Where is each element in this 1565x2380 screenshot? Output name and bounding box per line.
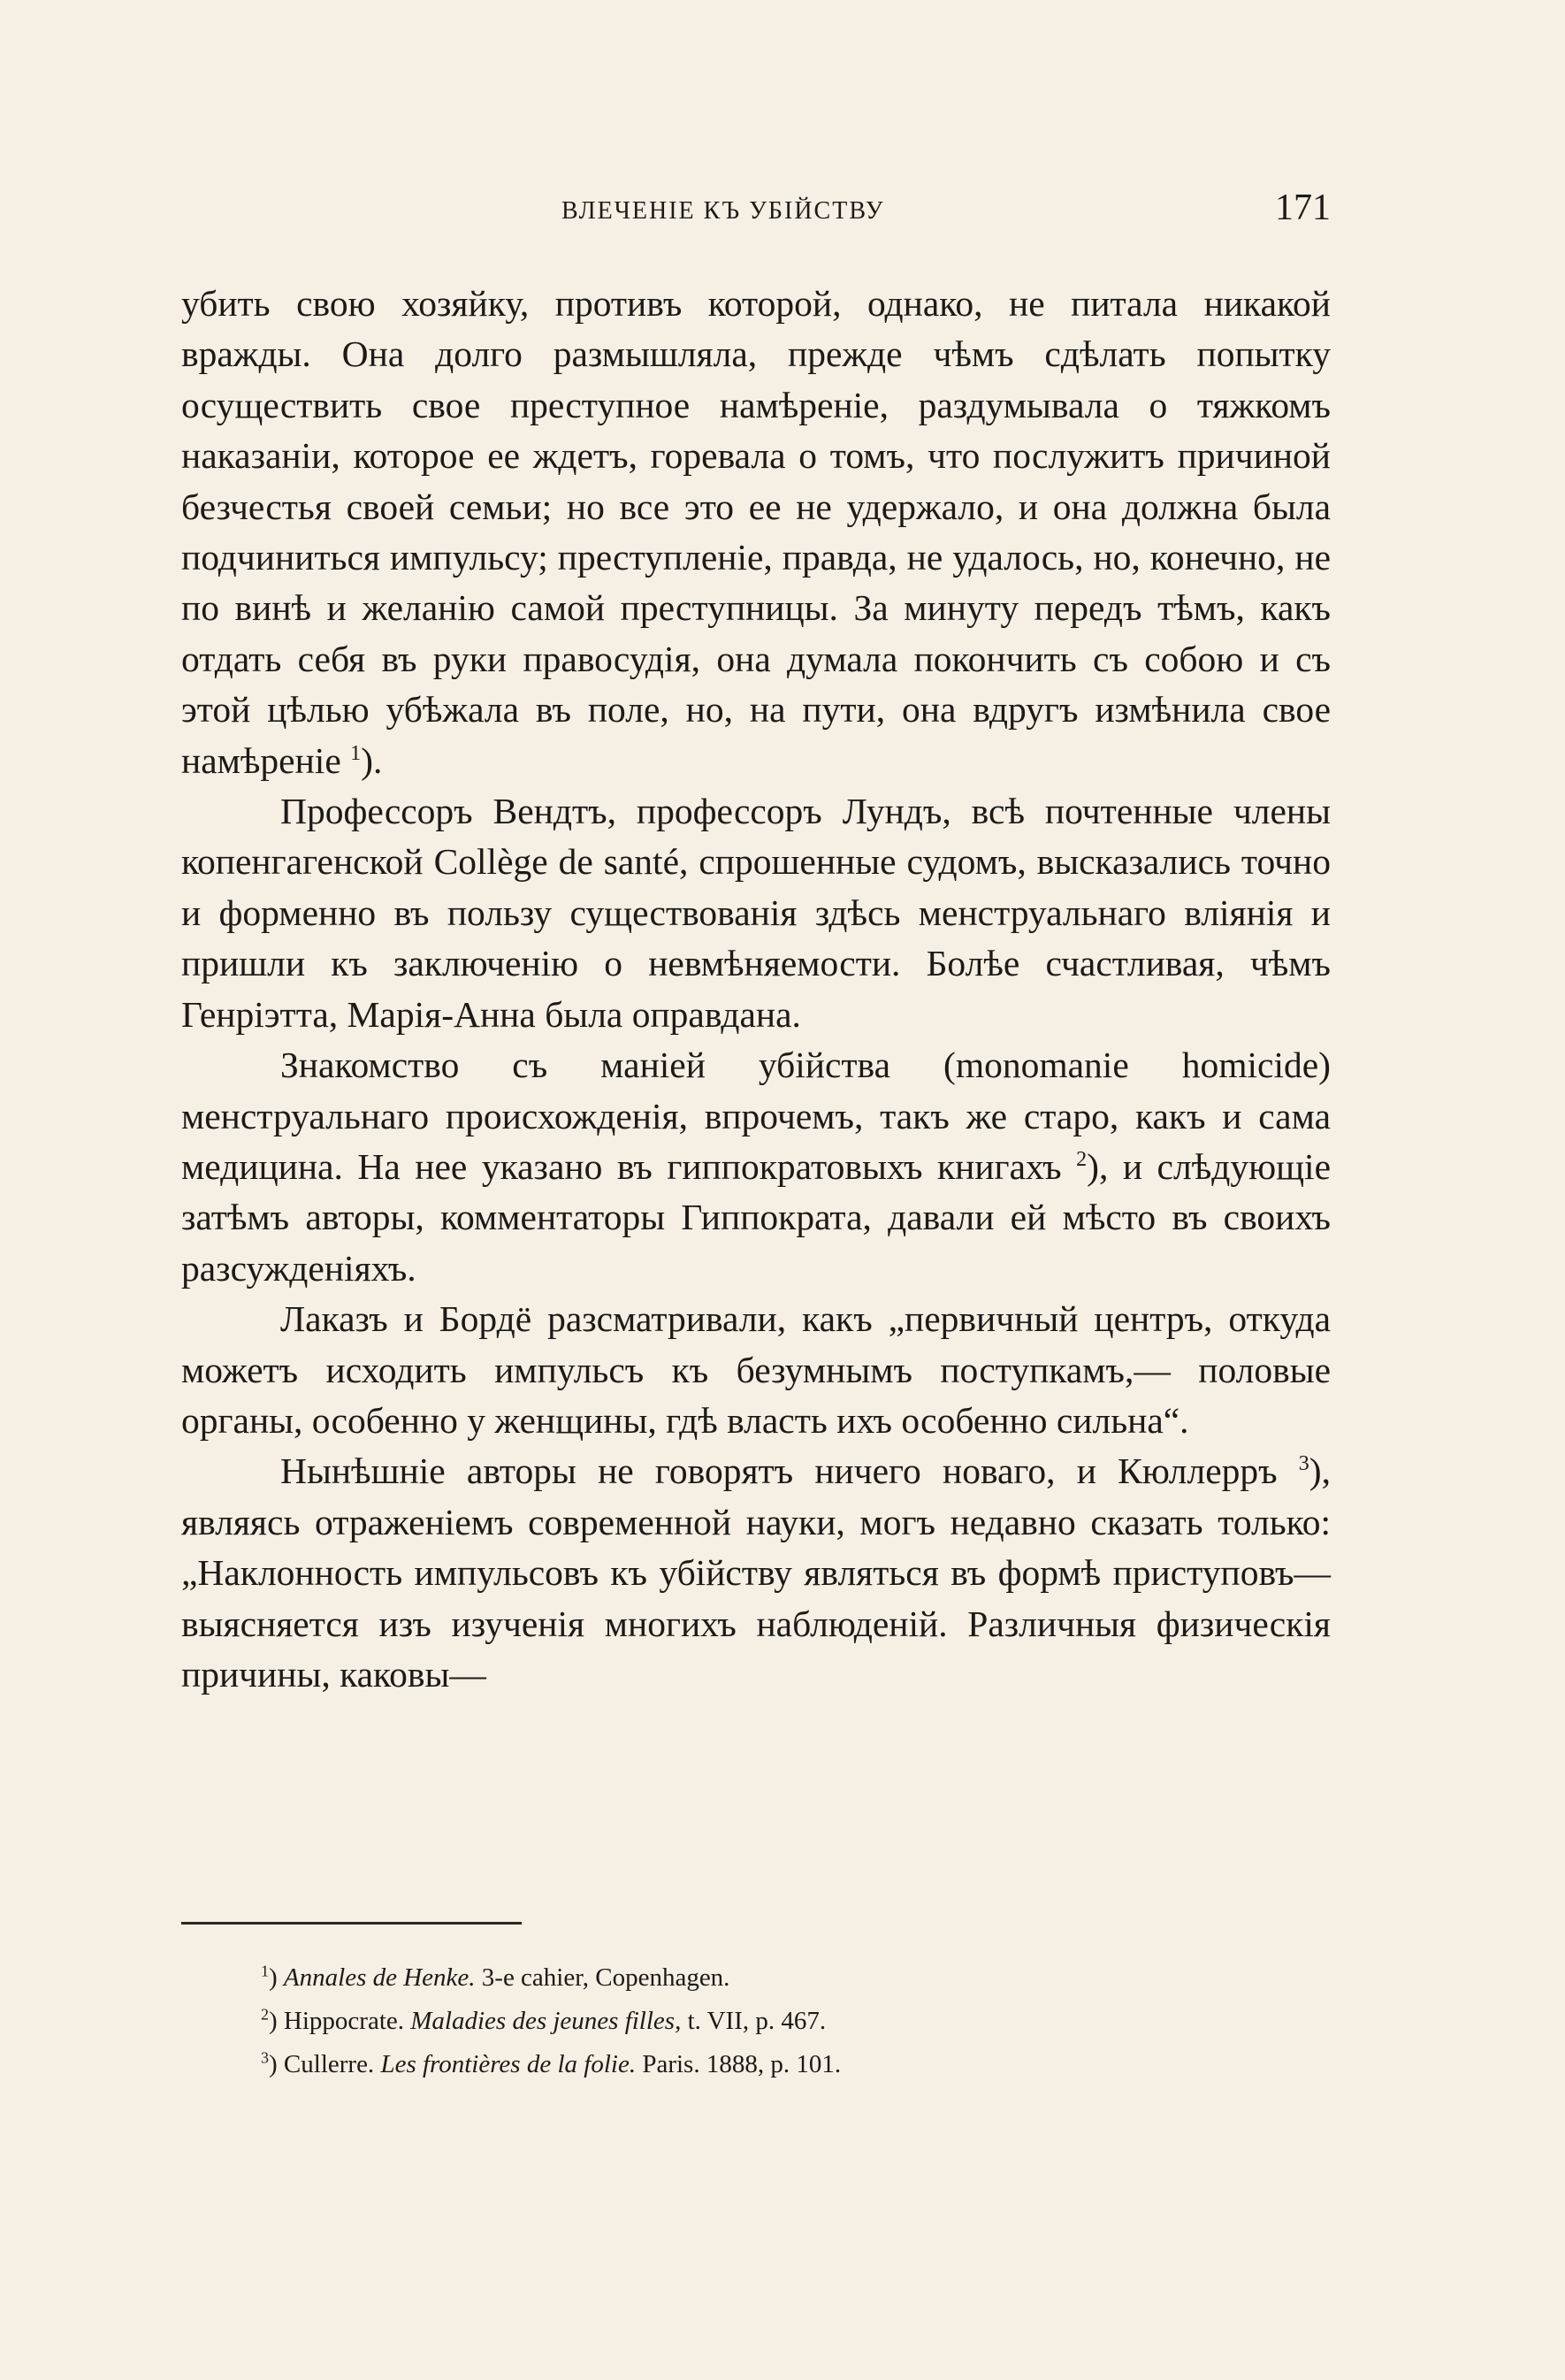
page-number: 171 xyxy=(1275,187,1331,228)
footnote-2: $^2$) Hippocrate. Maladies des jeunes filles, t. VII, p. 467. xyxy=(261,2005,827,2035)
paragraph-4 xyxy=(181,1294,1331,1446)
paragraph-4-text: Лаказъ и Бордё разсматривали, какъ „первичный центръ, откуда можетъ исходить импульсъ къ безумнымъ поступкамъ,— половые органы, особенно у женщины, гдѣ власть ихъ особенно сильна“. xyxy=(181,1298,1331,1441)
body-text xyxy=(181,279,1331,1700)
footnote-1: $^1$) Annales de Henke. 3-е cahier, Copenhagen. xyxy=(261,1962,730,1992)
footnote-2-rest: t. VII, p. 467. xyxy=(687,2007,827,2035)
paragraph-5-text: Нынѣшніе авторы не говорятъ ничего новаго, и Кюллерръ xyxy=(280,1450,1278,1492)
paragraph-1-tail: ). xyxy=(361,739,383,781)
paragraph-3-tail: ), и слѣдующіе затѣмъ авторы, комментаторы Гиппократа, давали ей мѣсто въ своихъ разсужденіяхъ. xyxy=(181,1145,1331,1289)
paragraph-5 xyxy=(181,1446,1331,1700)
footnote-3-title: Les frontières de la folie. xyxy=(380,2050,637,2078)
footnote-ref-2: 2 xyxy=(1076,1148,1088,1172)
footnote-mark-1: 1 xyxy=(261,1962,269,1980)
paragraph-3 xyxy=(181,1040,1331,1294)
footnote-1-title: Annales de Henke. xyxy=(283,1963,476,1992)
footnote-3-rest: Paris. 1888, p. 101. xyxy=(642,2050,842,2078)
footnote-2-title: Maladies des jeunes filles, xyxy=(410,2007,682,2035)
paragraph-1 xyxy=(181,279,1331,786)
paragraph-2-text: Профессоръ Вендтъ, профессоръ Лундъ, всѣ почтенные члены копенгагенской Collège de santé, спрошенные судомъ, высказались точно и форменно въ пользу существованія здѣсь менструальнаго вліянія и пришли къ заключенію о невмѣняемости. Болѣе счастливая, чѣмъ Генріэтта, Марія-Анна была оправдана. xyxy=(181,791,1331,1035)
paragraph-2 xyxy=(181,786,1331,1040)
paragraph-1-text: убить свою хозяйку, противъ которой, однако, не питала никакой вражды. Она долго размышляла, прежде чѣмъ сдѣлать попытку осуществить свое преступное намѣреніе, раздумывала о тяжкомъ наказаніи, которое ее ждетъ, горевала о томъ, что послужитъ причиной безчестья своей семьи; но все это ее не удержало, и она должна была подчиниться импульсу; преступленіе, правда, не удалось, но, конечно, не по винѣ и желанію самой преступницы. За минуту передъ тѣмъ, какъ отдать себя въ руки правосудія, она думала покончить съ собою и съ этой цѣлью убѣжала въ поле, но, на пути, она вдругъ измѣнила свое намѣреніе xyxy=(181,283,1331,781)
footnote-mark-3: 3 xyxy=(261,2048,269,2067)
footnote-mark-2: 2 xyxy=(261,2005,269,2024)
footnotes xyxy=(261,1956,1233,2086)
footnote-2-author: Hippocrate. xyxy=(283,2007,405,2035)
footnote-separator xyxy=(181,1922,522,1925)
running-head xyxy=(181,181,1331,234)
paragraph-3-text: Знакомство съ маніей убійства (monomanie homicide) менструальнаго происхожденія, впрочемъ, такъ же старо, какъ и сама медицина. На нее указано въ гиппократовыхъ книгахъ xyxy=(181,1045,1331,1187)
footnote-3-author: Cullerre. xyxy=(283,2050,375,2078)
footnote-ref-3: 3 xyxy=(1298,1452,1309,1476)
running-title: ВЛЕЧЕНІЕ КЪ УБІЙСТВУ xyxy=(561,197,885,225)
paragraph-5-tail: ), являясь отраженіемъ современной науки, могъ недавно сказать только: „Наклонность импульсовъ къ убійству являться въ формѣ приступовъ—выясняется изъ изученія многихъ наблюденій. Различныя физическія причины, каковы— xyxy=(181,1450,1331,1695)
footnote-1-rest: 3-е cahier, Copenhagen. xyxy=(481,1963,730,1992)
footnote-ref-1: 1 xyxy=(350,741,362,765)
footnote-3: $^3$) Cullerre. Les frontières de la folie. Paris. 1888, p. 101. xyxy=(261,2048,842,2078)
